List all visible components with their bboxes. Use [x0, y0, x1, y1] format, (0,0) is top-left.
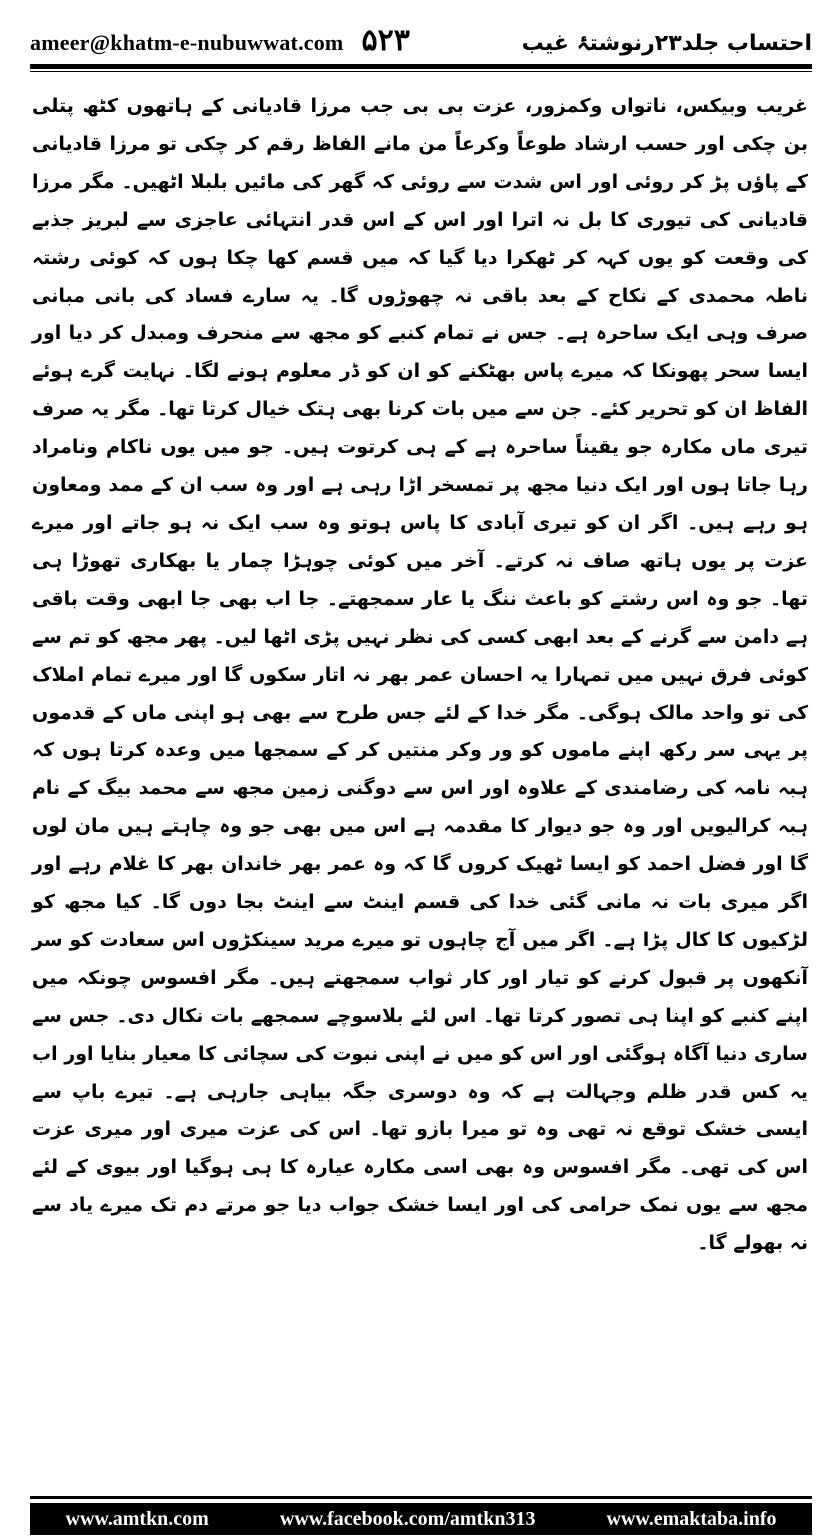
page-number: ۵۲۳ [361, 23, 410, 58]
footer-link-facebook[interactable]: www.facebook.com/amtkn313 [279, 1507, 536, 1530]
body-text [32, 88, 808, 1263]
footer-rule [30, 1496, 812, 1499]
running-title: احتساب جلد۲۳رنوشتۂ غیب [521, 31, 812, 56]
footer-link-amtkn[interactable]: www.amtkn.com [65, 1507, 209, 1530]
page-footer [30, 1503, 812, 1535]
header-email: ameer@khatm-e-nubuwwat.com [30, 30, 344, 55]
header-rule-thin [30, 71, 812, 72]
header-rule-thick [30, 64, 812, 69]
header-left [30, 23, 410, 58]
body-paragraph: غریب وبیکس، ناتواں وکمزور، عزت بی بی جب مرزا قادیانی کے ہاتھوں کٹھ پتلی بن چکی اور حسب ارشاد طوعاً وکرعاً من مانے الفاظ رقم کر چکی تو مرزا قادیانی کے پاؤں پڑ کر روئی اور اس شدت سے روئی کہ گھر کی مائیں بلبلا اٹھیں۔ مگر مرزا قادیانی کی تیوری کا بل نہ اترا اور اس کے اس قدر انتہائی عاجزی سے لبریز جذبے کی وقعت کو یوں کہہ کر ٹھکرا دیا گیا کہ میں قسم کھا چکا ہوں کہ کوئی رشتہ ناطہ محمدی کے نکاح کے بعد باقی نہ چھوڑوں گا۔ یہ سارے فساد کی بانی مبانی صرف وہی ایک ساحرہ ہے۔ جس نے تمام کنبے کو مجھ سے منحرف ومبدل کر دیا اور ایسا سحر پھونکا کہ میرے پاس بھٹکنے کو ان کو ڈر معلوم ہونے لگا۔ نہایت گرے ہوئے الفاظ ان کو تحریر کئے۔ جن سے میں بات کرنا بھی ہتک خیال کرتا تھا۔ مگر یہ صرف تیری ماں مکارہ جو یقیناً ساحرہ ہے کے ہی کرتوت ہیں۔ جو میں یوں ناکام ونامراد رہا جاتا ہوں اور ایک دنیا مجھ پر تمسخر اڑا رہی ہے اور وہ سب ان کے ممد ومعاون ہو رہے ہیں۔ اگر ان کو تیری آبادی کا پاس ہوتو وہ سب ایک نہ ہو جاتے اور میرے عزت پر یوں ہاتھ صاف نہ کرتے۔ آخر میں کوئی چوہڑا چمار یا بھکاری تھوڑا ہی تھا۔ جو وہ اس رشتے کو باعث ننگ یا عار سمجھتے۔ جا اب بھی جا ابھی وقت باقی ہے دامن سے گرنے کے بعد ابھی کسی کی نظر نہیں پڑی اٹھا لیں۔ پھر مجھ کو تم سے کوئی فرق نہیں میں تمہارا یہ احسان عمر بھر نہ اتار سکوں گا اور میرے تمام املاک کی تو واحد مالک ہوگی۔ مگر خدا کے لئے جس طرح سے بھی ہو اپنی ماں کے قدموں پر یہی سر رکھ اپنے ماموں کو ور وکر منتیں کر کے سمجھا میں وعدہ کرتا ہوں کہ ہبہ نامہ کی رضامندی کے علاوہ اور اس سے دوگنی زمین مجھ سے محمد بیگ کے نام ہبہ کرالیویں اور وہ جو دیوار کا مقدمہ ہے اس میں بھی جو وہ چاہتے ہیں مان لوں گا اور فضل احمد کو ایسا ٹھیک کروں گا کہ وہ عمر بھر خاندان بھر کا غلام رہے اور اگر میری بات نہ مانی گئی خدا کی قسم اینٹ سے اینٹ بجا دوں گا۔ کیا مجھ کو لڑکیوں کا کال پڑا ہے۔ اگر میں آج چاہوں تو میرے مرید سینکڑوں اس سعادت کو سر آنکھوں پر قبول کرنے کو تیار اور کار ثواب سمجھتے ہیں۔ مگر افسوس چونکہ میں اپنے کنبے کو اپنا ہی تصور کرتا تھا۔ اس لئے بلاسوچے سمجھے بات نکال دی۔ جس سے ساری دنیا آگاہ ہوگئی اور اس کو میں نے اپنی نبوت کی سچائی کا معیار بنایا اور اب یہ کس قدر ظلم وجہالت ہے کہ وہ دوسری جگہ بیاہی جارہی ہے۔ تیرے باپ سے ایسی خشک توقع نہ تھی وہ تو میرا بازو تھا۔ اس کی عزت میری اور میری عزت اس کی تھی۔ مگر افسوس وہ بھی اسی مکارہ عیارہ کا ہی ہوگیا اور بیوی کے لئے مجھ سے یوں نمک حرامی کی اور ایسا خشک جواب دیا جو مرتے دم تک میرے یاد سے نہ بھولے گا۔ [32, 95, 808, 1255]
page-header [30, 14, 812, 56]
footer-link-emaktaba[interactable]: www.emaktaba.info [606, 1507, 777, 1530]
